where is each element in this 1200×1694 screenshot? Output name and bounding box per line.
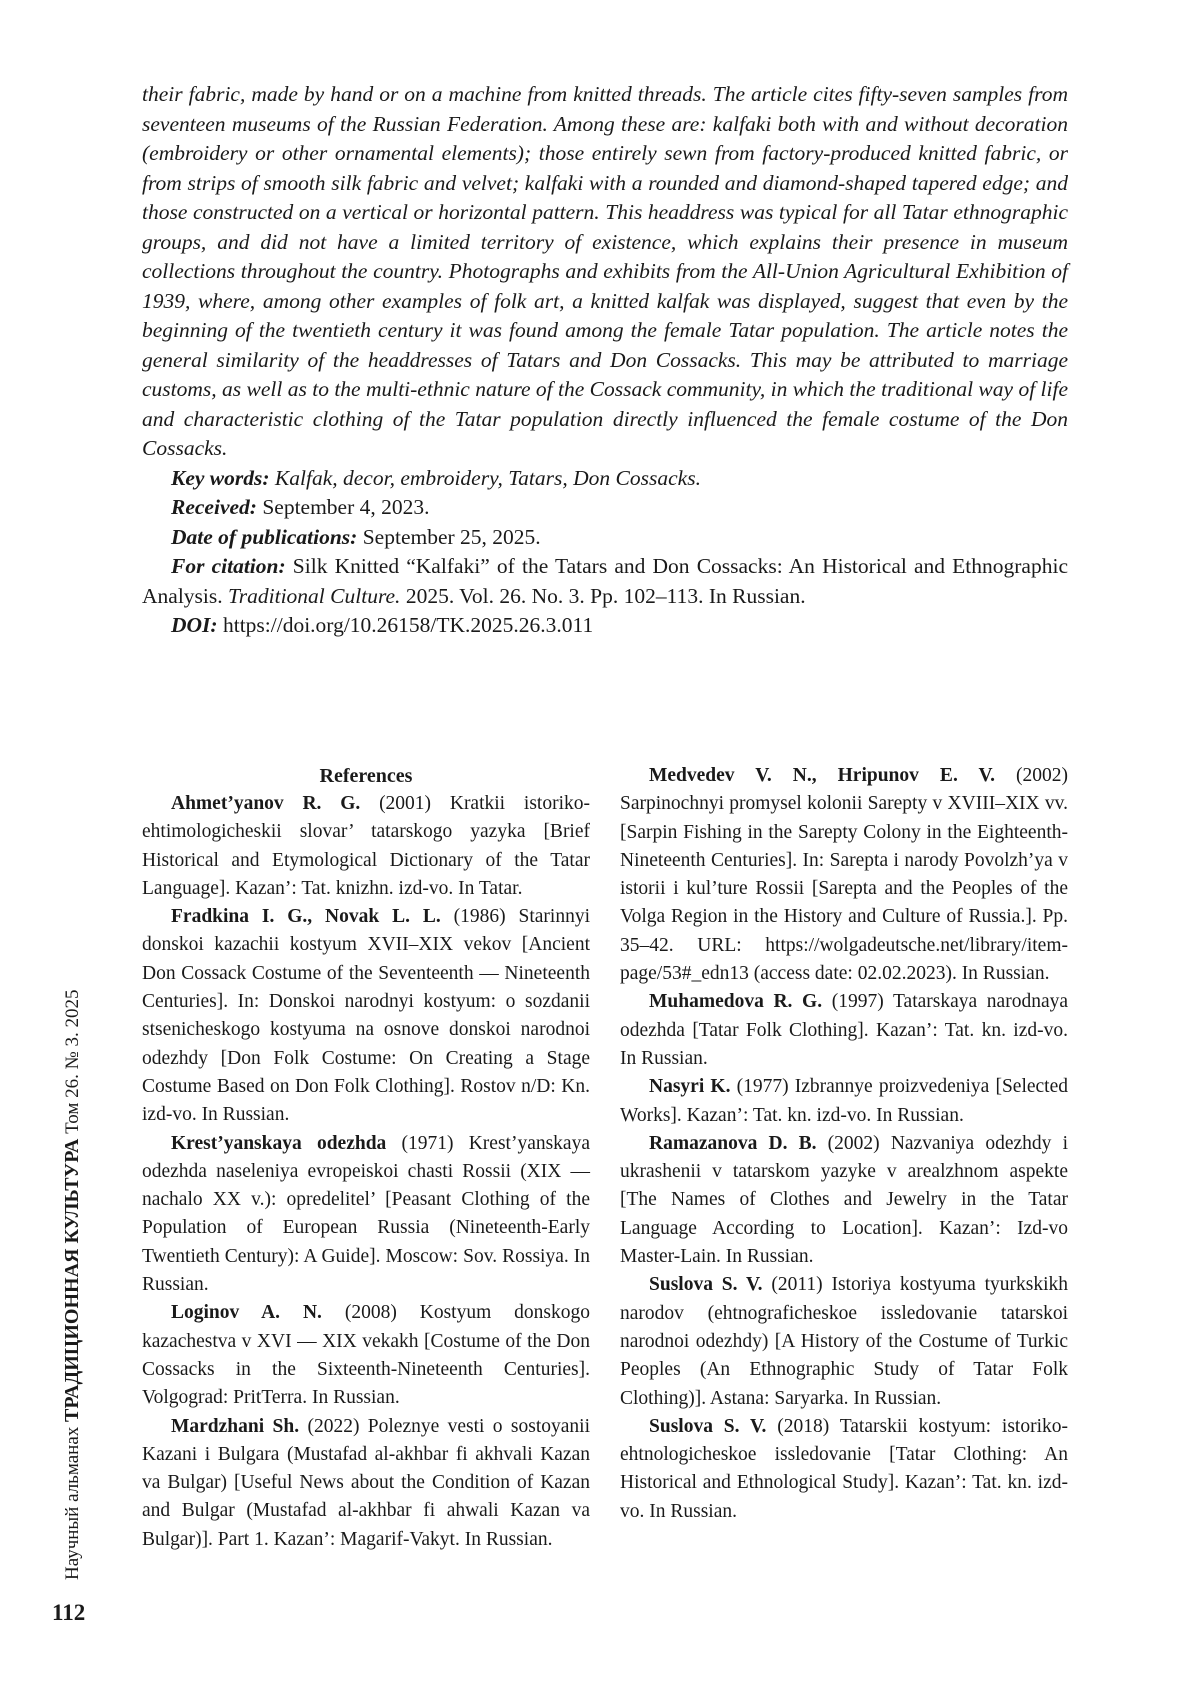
reference-item bbox=[142, 903, 590, 1129]
abstract-text: their fabric, made by hand or on a machine from knitted threads. The article cites fifty-seven samples from seventeen museums of the Russian Federation. Among these are: kalfaki both with and without decoration (embroidery or other ornamental elements); those entirely sewn from factory-produced knitted fabric, or from strips of smooth silk fabric and velvet; kalfaki with a rounded and diamond-shaped tapered edge; and those constructed on a vertical or horizontal pattern. This headdress was typical for all Tatar ethnographic groups, and did not have a limited territory of existence, which explains their presence in museum collections throughout the country. Photographs and exhibits from the All-Union Agricultural Exhibition of 1939, where, among other examples of folk art, a knitted kalfak was displayed, suggest that even by the beginning of the twentieth century it was found among the female Tatar population. The article notes the general similarity of the headdresses of Tatars and Don Cossacks. This may be attributed to marriage customs, as well as to the multi-ethnic nature of the Cossack community, in which the traditional way of life and characteristic clothing of the Tatar population directly influenced the female costume of the Don Cossacks. bbox=[142, 82, 1069, 460]
received-value: September 4, 2023. bbox=[256, 495, 430, 519]
doi-label: DOI: bbox=[171, 613, 218, 637]
reference-text: (2018) Tatarskii kostyum: istoriko-ehtnologicheskoe issledovanie [Tatar Clothing: An Historical and Ethnological Study]. Kazan’: Tat. kn. izd-vo. In Russian. bbox=[620, 1415, 1068, 1522]
reference-item bbox=[620, 1073, 1068, 1130]
keywords-value: Kalfak, decor, embroidery, Tatars, Don Cossacks. bbox=[269, 465, 701, 490]
sidebar-issue: Том 26. № 3. 2025 bbox=[62, 989, 83, 1139]
doi-value[interactable]: https://doi.org/10.26158/TK.2025.26.3.011 bbox=[217, 613, 594, 637]
reference-author: Loginov A. N. bbox=[171, 1302, 322, 1324]
citation-text-before: Silk Knitted “Kalfaki” of the Tatars and Don Cossacks: An Historical and Ethnographic Analysis. bbox=[142, 554, 1068, 608]
reference-text: (2011) Istoriya kostyuma tyurkskikh narodov (ehtnograficheskoe issledovanie tatarskoi narodnoi odezhdy) [A History of the Costume of Turkic Peoples (An Ethnographic Study of Tatar Folk Clothing)]. Astana: Saryarka. In Russian. bbox=[620, 1274, 1068, 1409]
reference-author: Ramazanova D. B. bbox=[649, 1132, 817, 1154]
received-line bbox=[142, 493, 1068, 523]
keywords-line bbox=[142, 464, 1068, 494]
reference-text: (1971) Krest’yanskaya odezhda naseleniya evropeiskoi chasti Rossii (XIX — nachalo XX v.): opredelitel’ [Peasant Clothing of the Population of European Russia (Nineteenth-Early Twentieth Century): A Guide]. Moscow: Sov. Rossiya. In Russian. bbox=[142, 1132, 590, 1296]
reference-item bbox=[142, 1130, 590, 1300]
reference-text: (2022) Poleznye vesti o sostoyanii Kazani i Bulgara (Mustafad al-akhbar fi akhvali Kazan va Bulgar) [Useful News about the Condition of Kazan and Bulgar (Mustafad al-akhbar fi ahwali Kazan va Bulgar)]. Part 1. Kazan’: Magarif-Vakyt. In Russian. bbox=[142, 1415, 590, 1550]
reference-item bbox=[620, 762, 1068, 988]
reference-text: (2001) Kratkii istoriko-ehtimologicheskii slovar’ tatarskogo yazyka [Brief Historical and Etymological Dictionary of the Tatar Language]. Kazan’: Tat. knizhn. izd-vo. In Tatar. bbox=[142, 793, 590, 899]
doi-line bbox=[142, 611, 1068, 641]
reference-author: Fradkina I. G., Novak L. L. bbox=[171, 906, 441, 928]
reference-item bbox=[142, 1413, 590, 1554]
references-title: References bbox=[319, 765, 413, 787]
reference-item bbox=[142, 1299, 590, 1412]
reference-item bbox=[620, 1413, 1068, 1526]
reference-author: Suslova S. V. bbox=[649, 1274, 763, 1296]
citation-text-after: 2025. Vol. 26. No. 3. Pp. 102–113. In Russian. bbox=[400, 583, 806, 608]
reference-text: (2008) Kostyum donskogo kazachestva v XVI — XIX vekakh [Costume of the Don Cossacks in the Sixteenth-Nineteenth Centuries]. Volgograd: PritTerra. In Russian. bbox=[142, 1302, 590, 1409]
page-number: 112 bbox=[52, 1600, 86, 1625]
reference-text: (2002) Nazvaniya odezhdy i ukrashenii v tatarskom yazyke v arealzhnom aspekte [The Names of Clothes and Jewelry in the Tatar Language According to Location]. Kazan’: Izd-vo Master-Lain. In Russian. bbox=[620, 1132, 1068, 1268]
references-right-column bbox=[620, 762, 1068, 1526]
reference-author: Mardzhani Sh. bbox=[171, 1415, 300, 1437]
published-label: Date of publications: bbox=[171, 524, 358, 549]
reference-author: Ahmet’yanov R. G. bbox=[171, 793, 361, 814]
reference-author: Krest’yanskaya odezhda bbox=[171, 1132, 387, 1154]
reference-author: Muhamedova R. G. bbox=[649, 991, 823, 1013]
abstract-block bbox=[142, 80, 1068, 641]
reference-item bbox=[620, 1130, 1068, 1271]
citation-line bbox=[142, 552, 1068, 611]
sidebar-prefix: Научный альманах bbox=[62, 1421, 83, 1580]
reference-text: (2002) Sarpinochnyi promysel kolonii Sarepty v XVIII–XIX vv. [Sarpin Fishing in the Sarepty Colony in the Eighteenth-Nineteenth Centuries]. In: Sarepta i narody Povolzh’ya v istorii i kul’ture Rossii [Sarepta and the Peoples of the Volga Region in the History and Culture of Russia.]. Pp. 35–42. URL: https://wolgadeutsche.net/library/item-page/53#_edn13 (access date: 02.02.2023). In Russian. bbox=[620, 765, 1068, 985]
reference-author: Nasyri K. bbox=[649, 1076, 731, 1098]
received-label: Received: bbox=[171, 495, 257, 519]
reference-text: (1977) Izbrannye proizvedeniya [Selected Works]. Kazan’: Tat. kn. izd-vo. In Russian. bbox=[620, 1076, 1068, 1126]
running-header-vertical bbox=[52, 860, 92, 1580]
references-left-column bbox=[142, 790, 590, 1554]
published-line bbox=[142, 523, 1068, 553]
sidebar-journal-title: ТРАДИЦИОННАЯ КУЛЬТУРА bbox=[61, 1138, 83, 1422]
reference-item bbox=[620, 1271, 1068, 1412]
reference-item bbox=[620, 988, 1068, 1073]
citation-journal: Traditional Culture. bbox=[228, 583, 401, 608]
citation-label: For citation: bbox=[171, 554, 286, 578]
reference-item bbox=[142, 790, 590, 903]
reference-author: Medvedev V. N., Hripunov E. V. bbox=[649, 765, 995, 786]
reference-text: (1997) Tatarskaya narodnaya odezhda [Tatar Folk Clothing]. Kazan’: Tat. kn. izd-vo. In Russian. bbox=[620, 991, 1069, 1069]
reference-text: (1986) Starinnyi donskoi kazachii kostyum XVII–XIX vekov [Ancient Don Cossack Costume of the Seventeenth — Nineteenth Centuries]. In: Donskoi narodnyi kostyum: o sozdanii stsenicheskogo kostyuma na osnove donskoi narodnoi odezhdy [Don Folk Costume: On Creating a Stage Costume Based on Don Folk Clothing]. Rostov n/D: Kn. izd-vo. In Russian. bbox=[142, 906, 590, 1126]
keywords-label: Key words: bbox=[171, 465, 270, 490]
reference-author: Suslova S. V. bbox=[649, 1415, 767, 1437]
published-value: September 25, 2025. bbox=[357, 524, 541, 549]
